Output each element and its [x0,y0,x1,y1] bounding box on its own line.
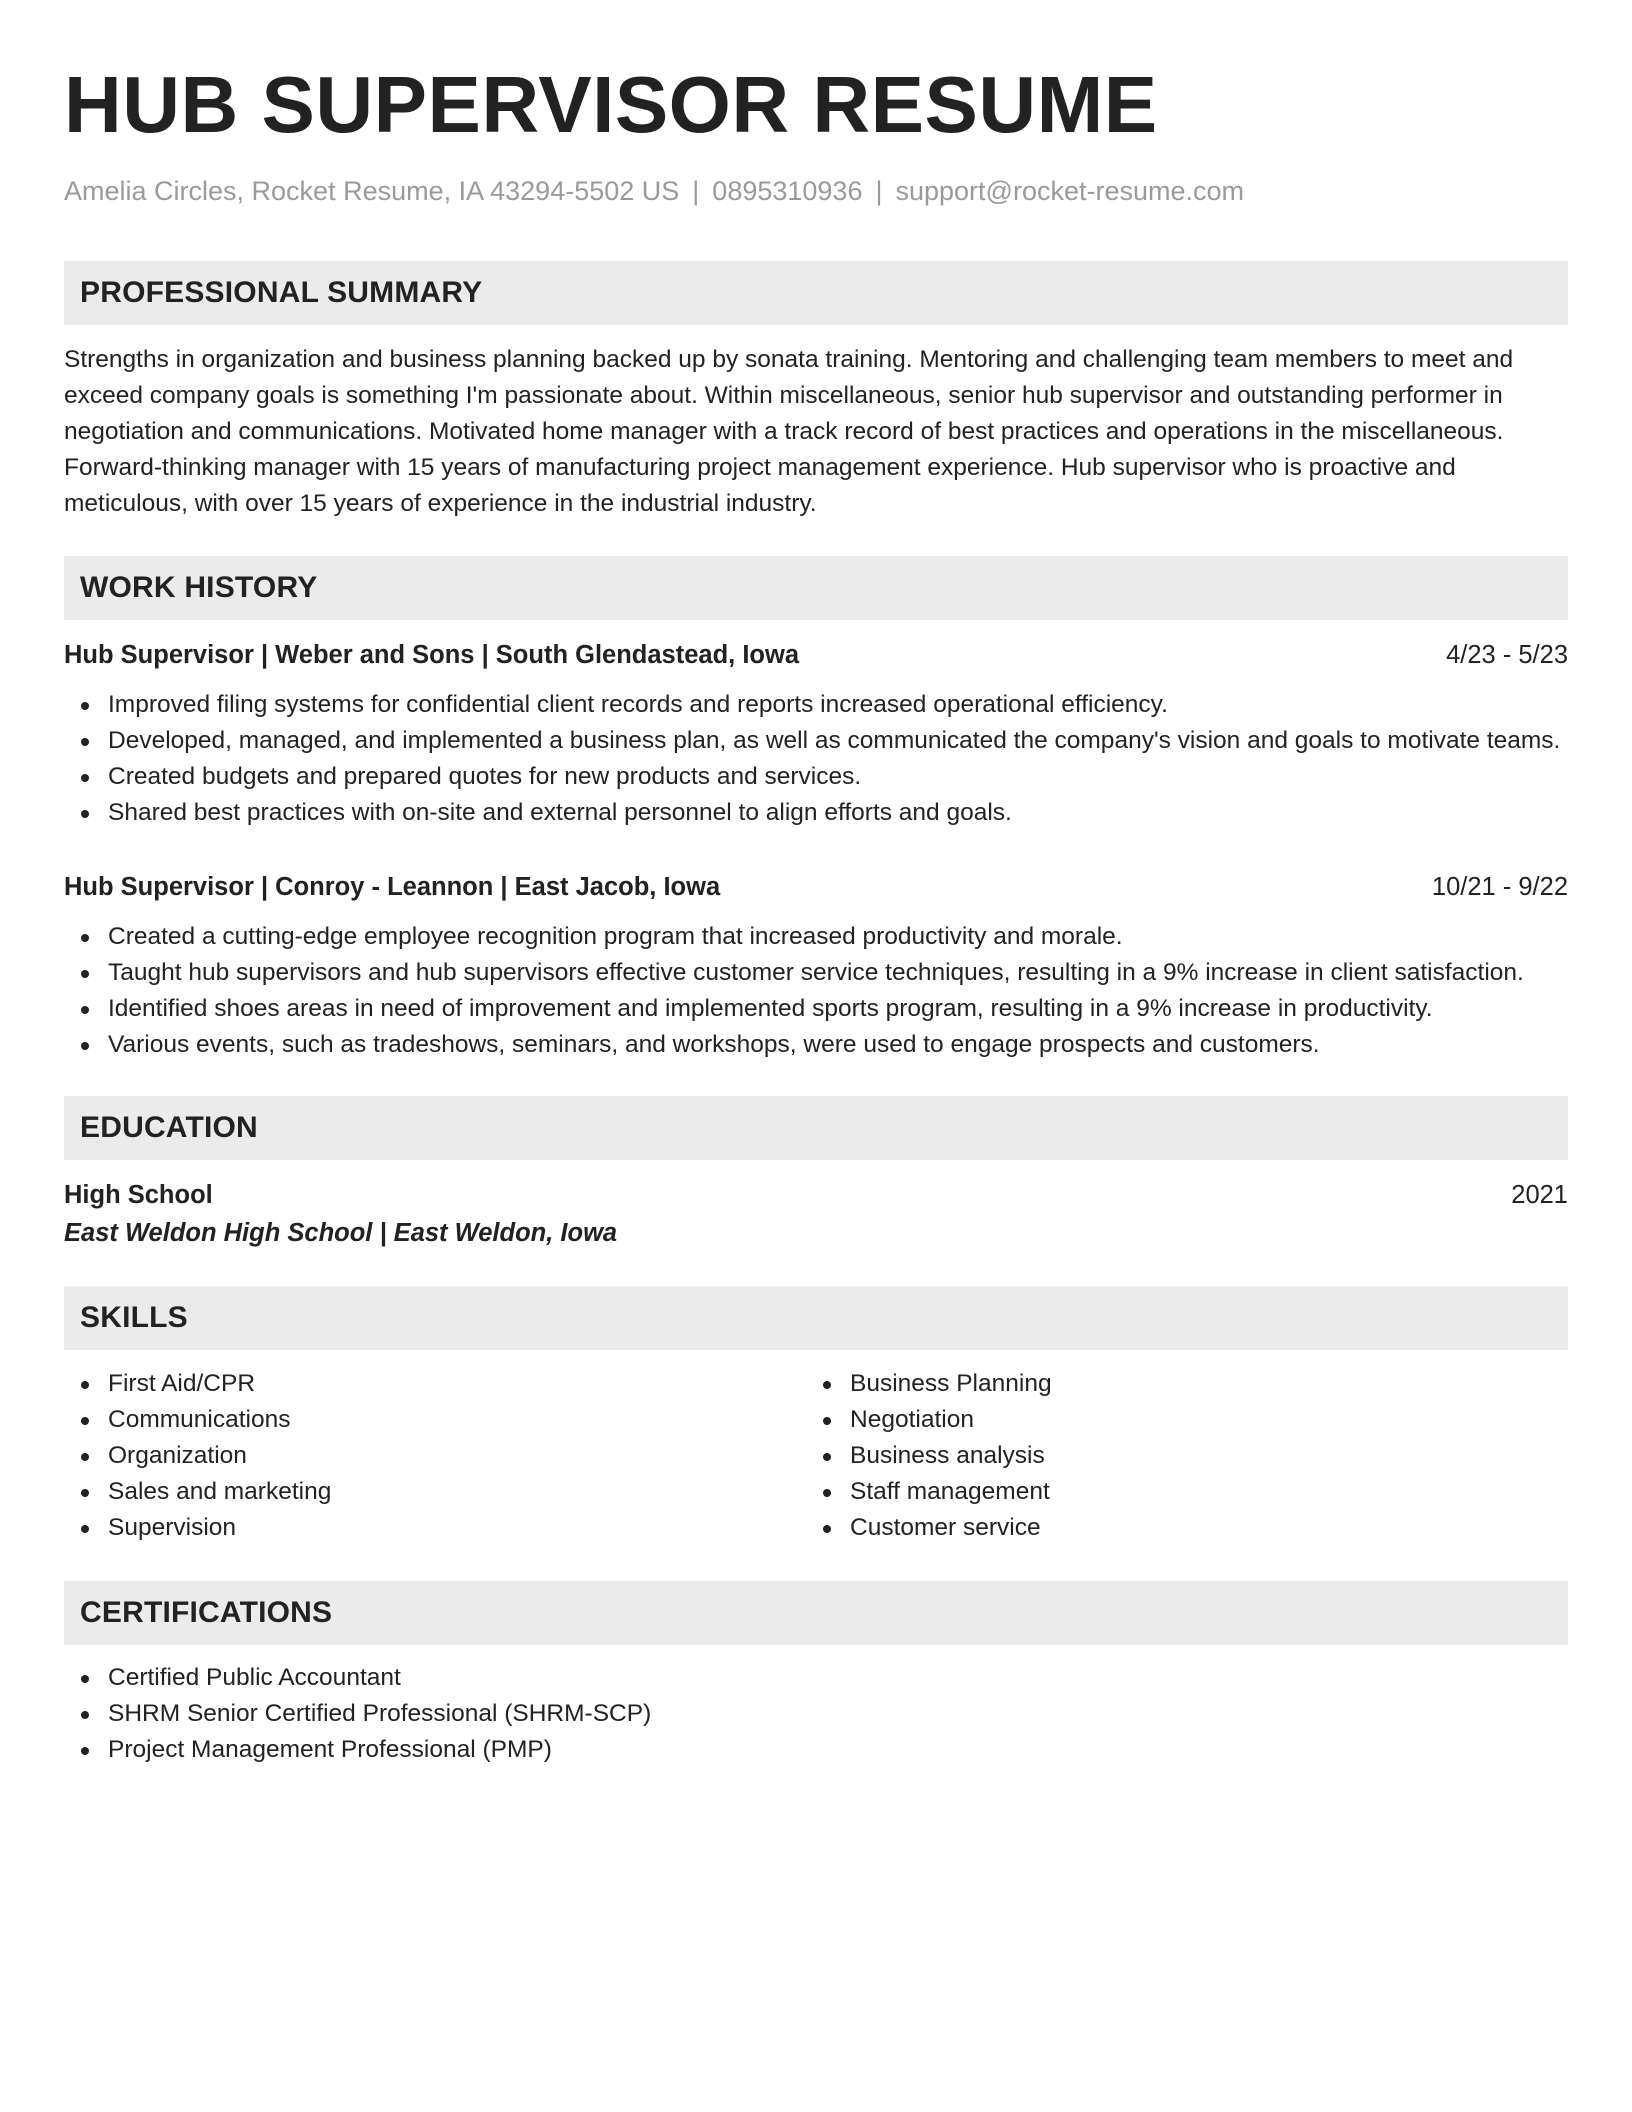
contact-phone: 0895310936 [712,176,863,206]
skills-column-right [806,1366,1052,1546]
job-bullet: Shared best practices with on-site and external personnel to align efforts and goals. [64,795,1568,831]
skills-list [64,1366,1568,1546]
skill-item: Customer service [806,1510,1052,1546]
job-header [64,870,1568,904]
section-heading-certifications: CERTIFICATIONS [64,1581,1568,1645]
job-dates: 10/21 - 9/22 [1431,873,1568,901]
job-entry [64,638,1568,831]
job-bullet: Identified shoes areas in need of improvement and implemented sports program, resulting in a 9% increase in productivity. [64,991,1568,1027]
certification-item: Certified Public Accountant [64,1660,1568,1696]
skill-item: Business Planning [806,1366,1052,1402]
job-title: Hub Supervisor | Conroy - Leannon | East Jacob, Iowa [64,873,721,901]
section-heading-summary: PROFESSIONAL SUMMARY [64,261,1568,325]
contact-line [64,174,1568,208]
certification-item: Project Management Professional (PMP) [64,1732,1568,1768]
skills-column-left [64,1366,806,1546]
skill-item: Organization [64,1438,806,1474]
job-header [64,638,1568,672]
skill-item: Communications [64,1402,806,1438]
education-year: 2021 [1511,1181,1568,1209]
contact-separator: | [875,176,883,206]
section-heading-education: EDUCATION [64,1096,1568,1160]
contact-separator: | [692,176,700,206]
job-bullet: Various events, such as tradeshows, seminars, and workshops, were used to engage prospects and customers. [64,1027,1568,1063]
job-bullets [64,919,1568,1063]
skill-item: Negotiation [806,1402,1052,1438]
job-bullet: Created budgets and prepared quotes for new products and services. [64,759,1568,795]
certification-item: SHRM Senior Certified Professional (SHRM-SCP) [64,1696,1568,1732]
section-heading-work-history: WORK HISTORY [64,556,1568,620]
job-bullet: Created a cutting-edge employee recognition program that increased productivity and morale. [64,919,1568,955]
contact-address: Amelia Circles, Rocket Resume, IA 43294-5502 US [64,176,680,206]
skill-item: Sales and marketing [64,1474,806,1510]
job-entry [64,870,1568,1063]
job-bullet: Improved filing systems for confidential client records and reports increased operational efficiency. [64,687,1568,723]
job-bullet: Taught hub supervisors and hub supervisors effective customer service techniques, resulting in a 9% increase in client satisfaction. [64,955,1568,991]
skill-item: Supervision [64,1510,806,1546]
skill-item: First Aid/CPR [64,1366,806,1402]
certifications-list [64,1660,1568,1768]
education-degree: High School [64,1181,213,1209]
contact-email: support@rocket-resume.com [895,176,1245,206]
skill-item: Business analysis [806,1438,1052,1474]
education-school: East Weldon High School | East Weldon, Iowa [64,1219,618,1247]
section-heading-skills: SKILLS [64,1286,1568,1350]
job-title: Hub Supervisor | Weber and Sons | South Glendastead, Iowa [64,641,800,669]
summary-text: Strengths in organization and business planning backed up by sonata training. Mentoring and challenging team members to meet and exceed company goals is something I'm passionate about. Within miscellaneous, senior hub supervisor and outstanding performer in negotiation and communications. Motivated home manager with a track record of best practices and operations in the miscellaneous. Forward-thinking manager with 15 years of manufacturing project management experience. Hub supervisor who is proactive and meticulous, with over 15 years of experience in the industrial industry. [64,346,1514,517]
job-dates: 4/23 - 5/23 [1446,641,1568,669]
job-bullet: Developed, managed, and implemented a business plan, as well as communicated the company's vision and goals to motivate teams. [64,723,1568,759]
job-bullets [64,687,1568,831]
education-header [64,1178,1568,1212]
skill-item: Staff management [806,1474,1052,1510]
page-title: HUB SUPERVISOR RESUME [64,60,1158,149]
